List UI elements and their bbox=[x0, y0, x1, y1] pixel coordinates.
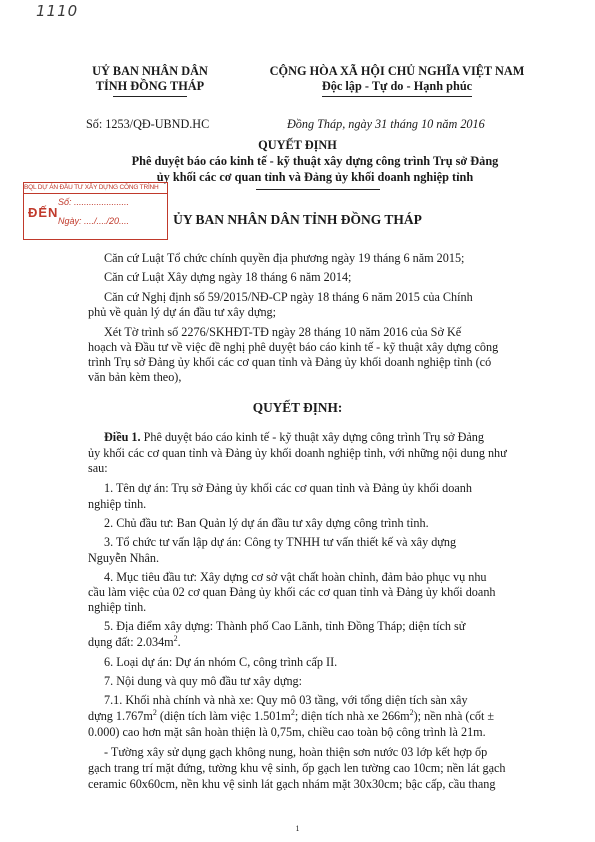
stamp-org-text: BQL DỰ ÁN ĐẦU TƯ XÂY DỰNG CÔNG TRÌNH bbox=[24, 183, 167, 194]
item-3-line2: Nguyễn Nhân. bbox=[88, 551, 160, 565]
walls-line3: ceramic 60x60cm, nền khu vệ sinh lát gạch nhám mặt 30x30cm; bậc cấp, cầu thang bbox=[88, 777, 496, 791]
item-4-line2: cầu làm việc của 02 cơ quan Đảng ủy khối các cơ quan tỉnh và Đảng ủy khối doanh bbox=[88, 585, 496, 599]
item-7-1-line3: 0.000) cao hơn mặt sân hoàn thiện là 0,75m, chiều cao toàn bộ công trình là 21m. bbox=[88, 725, 486, 739]
item-7-1-line1: 7.1. Khối nhà chính và nhà xe: Quy mô 03 tầng, với tổng diện tích sàn xây bbox=[104, 693, 468, 707]
item-5-area: dụng đất: 2.034m bbox=[88, 635, 174, 649]
basis-3-line1: Căn cứ Nghị định số 59/2015/NĐ-CP ngày 18 tháng 6 năm 2015 của Chính bbox=[104, 290, 473, 304]
received-stamp bbox=[23, 182, 168, 240]
place-date: Đồng Tháp, ngày 31 tháng 10 năm 2016 bbox=[287, 117, 485, 131]
issuing-authority-underline bbox=[113, 96, 187, 97]
subject-line2: ủy khối các cơ quan tỉnh và Đảng ủy khối doanh nghiệp tỉnh bbox=[156, 170, 474, 184]
item-7-1-part-c: ; diện tích nhà xe 266m bbox=[294, 709, 410, 723]
national-motto bbox=[232, 64, 562, 94]
item-6: 6. Loại dự án: Dự án nhóm C, công trình cấp II. bbox=[104, 655, 338, 669]
item-5-end: . bbox=[177, 635, 181, 649]
subject-line1: Phê duyệt báo cáo kinh tế - kỹ thuật xây dựng công trình Trụ sở Đảng bbox=[131, 154, 499, 168]
item-4-line3: nghiệp tỉnh. bbox=[88, 600, 147, 614]
basis-4-line3: trình Trụ sở Đảng ủy khối các cơ quan tỉnh và Đảng ủy khối doanh nghiệp tỉnh (có bbox=[88, 355, 492, 369]
issuing-authority-line1: UỶ BAN NHÂN DÂN bbox=[92, 64, 208, 78]
item-3-line1: 3. Tổ chức tư vấn lập dự án: Công ty TNHH tư vấn thiết kế và xây dựng bbox=[104, 535, 457, 549]
item-1-line1: 1. Tên dự án: Trụ sở Đảng ủy khối các cơ quan tỉnh và Đảng ủy khối doanh bbox=[104, 481, 472, 495]
national-title: CỘNG HÒA XÃ HỘI CHỦ NGHĨA VIỆT NAM bbox=[269, 64, 525, 78]
decision-heading: QUYẾT ĐỊNH: bbox=[252, 400, 343, 415]
document-number: Số: 1253/QĐ-UBND.HC bbox=[86, 117, 210, 131]
issuing-authority bbox=[70, 64, 230, 94]
item-7-1-line2 bbox=[88, 709, 558, 724]
document-title: QUYẾT ĐỊNH bbox=[258, 138, 337, 152]
basis-4-line4: văn bản kèm theo), bbox=[88, 370, 182, 384]
item-7-1-part-a: dựng 1.767m bbox=[88, 709, 153, 723]
superscript: 2 bbox=[173, 633, 178, 643]
article-1-line3: sau: bbox=[88, 461, 108, 475]
item-5-line2 bbox=[88, 635, 558, 650]
item-7-1-part-d: ); nền nhà (cốt ± bbox=[413, 709, 495, 723]
subject-underline bbox=[256, 189, 380, 190]
basis-3-line2: phủ về quản lý dự án đầu tư xây dựng; bbox=[88, 305, 277, 319]
authority-heading: ỦY BAN NHÂN DÂN TỈNH ĐỒNG THÁP bbox=[173, 212, 422, 227]
item-7: 7. Nội dung và quy mô đầu tư xây dựng: bbox=[104, 674, 303, 688]
national-motto-line: Độc lập - Tự do - Hạnh phúc bbox=[321, 79, 473, 93]
issuing-authority-line2: TỈNH ĐỒNG THÁP bbox=[95, 79, 205, 93]
stamp-number-field: Số: ...................... bbox=[58, 197, 130, 207]
item-4-line1: 4. Mục tiêu đầu tư: Xây dựng cơ sở vật chất hoàn chỉnh, đảm bảo phục vụ nhu bbox=[104, 570, 487, 584]
item-1-line2: nghiệp tỉnh. bbox=[88, 497, 147, 511]
article-1-label: Điều 1. bbox=[104, 430, 141, 444]
walls-line2: gạch trang trí mặt đứng, tường khu vệ sinh, ốp gạch len tường cao 10cm; nền lát gạch bbox=[88, 761, 506, 775]
article-1-text: Phê duyệt báo cáo kinh tế - kỹ thuật xây dựng công trình Trụ sở Đảng bbox=[140, 430, 484, 444]
basis-4-line1: Xét Tờ trình số 2276/SKHĐT-TĐ ngày 28 tháng 10 năm 2016 của Sở Kế bbox=[104, 325, 462, 339]
basis-2: Căn cứ Luật Xây dựng ngày 18 tháng 6 năm 2014; bbox=[104, 270, 352, 284]
document-subject bbox=[70, 153, 560, 185]
stamp-date-field: Ngày: ..../..../20.... bbox=[58, 216, 130, 226]
item-7-1-part-b: (diện tích làm việc 1.501m bbox=[156, 709, 291, 723]
national-motto-underline bbox=[322, 96, 472, 97]
walls-line1: - Tường xây sử dụng gạch không nung, hoàn thiện sơn nước 03 lớp kết hợp ốp bbox=[104, 745, 488, 759]
item-5-line1: 5. Địa điểm xây dựng: Thành phố Cao Lãnh, tỉnh Đồng Tháp; diện tích sử bbox=[104, 619, 466, 633]
item-2: 2. Chủ đầu tư: Ban Quản lý dự án đầu tư xây dựng công trình tỉnh. bbox=[104, 516, 429, 530]
page-number: 1 bbox=[295, 824, 300, 833]
superscript: 2 bbox=[152, 707, 157, 717]
article-1-line1 bbox=[88, 430, 558, 445]
article-1-line2: ủy khối các cơ quan tỉnh và Đảng ủy khối doanh nghiệp tỉnh, với những nội dung như bbox=[88, 446, 507, 460]
superscript: 2 bbox=[290, 707, 295, 717]
handwritten-number: 1110 bbox=[36, 2, 79, 20]
superscript: 2 bbox=[409, 707, 414, 717]
basis-4-line2: hoạch và Đầu tư về việc đề nghị phê duyệt báo cáo kinh tế - kỹ thuật xây dựng công bbox=[88, 340, 499, 354]
basis-1: Căn cứ Luật Tổ chức chính quyền địa phương ngày 19 tháng 6 năm 2015; bbox=[104, 251, 465, 265]
stamp-den-label: ĐẾN bbox=[28, 205, 59, 220]
